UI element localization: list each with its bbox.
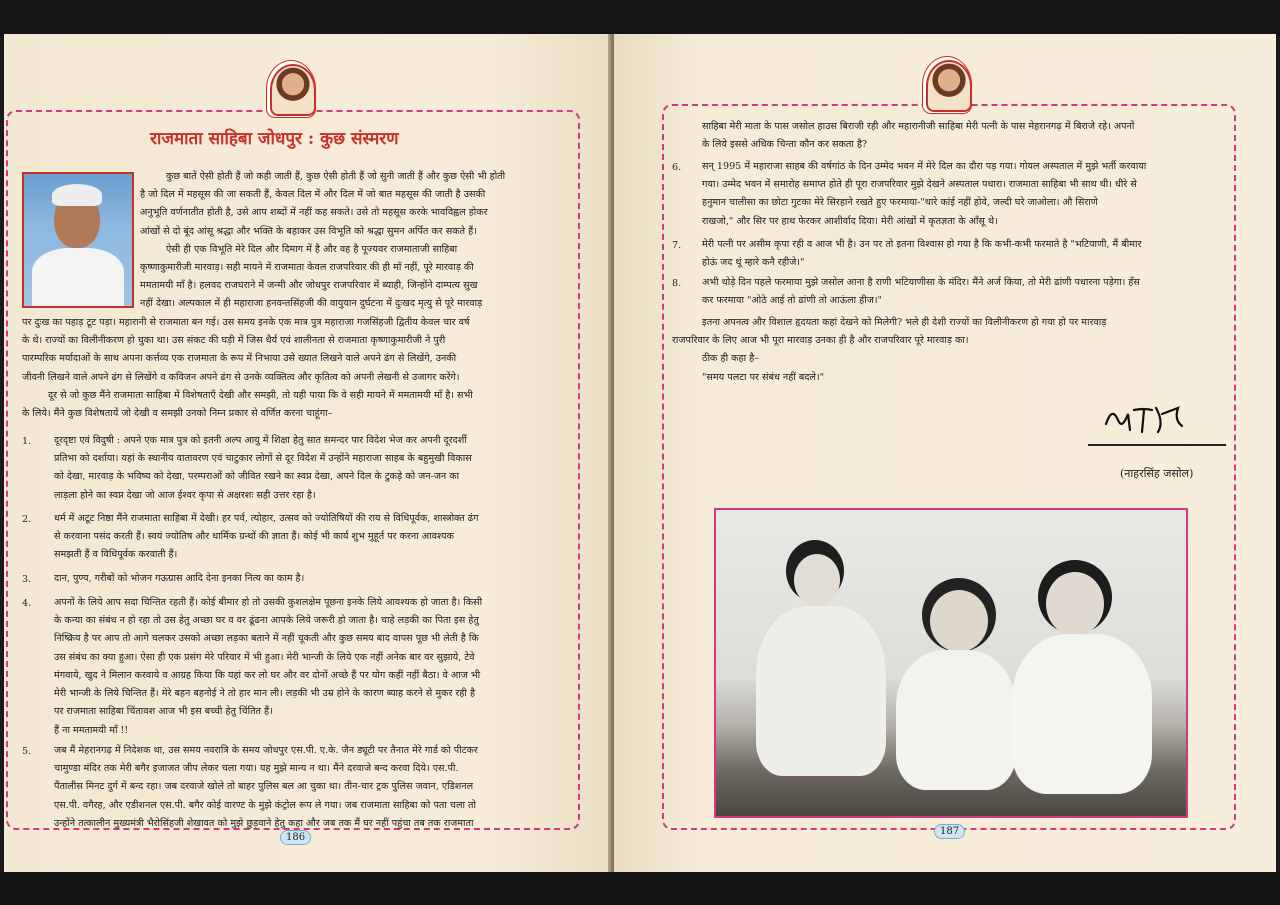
text-line: चामुण्डा मंदिर तक मेरी बगैर इजाजत जीप लेकर चला गया। यह मुझे मान्य न था। मैंने दरवाजे बन्द करवा दिये। एस.पी. (54, 763, 459, 775)
text-line: दूरदृष्टा एवं विदुषी : अपने एक मात्र पुत्र को इतनी अल्प आयु में शिक्षा हेतु सात समन्दर पार विदेश भेज कर अपनी दूरदर्शी (54, 435, 467, 446)
item-number: 5. (22, 746, 32, 757)
text-line: दान, पुण्य, गरीबों को भोजन गऊग्रास आदि देना इनका नित्य का काम है। (54, 573, 305, 584)
text-line: पर राजमाता साहिबा चिंतावश आज भी इस बच्ची हेतु चिंतित हैं। (54, 706, 273, 718)
text-line: प्रतिभा को दर्शाया। यहां के स्थानीय वातावरण एवं चाटुकार लोगों से दूर विदेश में उन्होंने महाराजा साहब के बहुमुखी विकास (54, 453, 472, 465)
closing-paragraph (672, 314, 1226, 387)
scan-bottom-border (0, 872, 1280, 905)
text-line: मेरी पत्नी पर असीम कृपा रही व आज भी है। उन पर तो इतना विश्वास हो गया है कि कभी-कभी फरमाते है "भटियाणी, मैं बीमार (702, 239, 1142, 250)
rajmata-portrait-badge (926, 60, 972, 112)
signature-line (1088, 444, 1226, 446)
text-line: इतना अपनत्व और विशाल हृदयता कहां देखने को मिलेगी? भले ही देशी राज्यों का विलीनीकरण हो गया हो पर मारवाड़ (702, 317, 1107, 328)
child-2-dress (896, 650, 1016, 790)
text-line: से करवाना पसंद करती हैं। स्वयं ज्योतिष और धार्मिक ग्रन्थों की ज्ञाता हैं। कोई भी कार्य शुभ मुहूर्त पर करना आवश्यक (54, 531, 454, 543)
text-line: जब मैं मेहरानगढ़ में निदेशक था, उस समय नवरात्रि के समय जोधपुर एस.पी. ए.के. जैन ड्यूटी पर तैनात मेरे गार्ड को पीटकर (54, 745, 478, 756)
text-line: को देखा, मारवाड़ के भविष्य को देखा, परम्पराओं को जीवित रखने का स्वप्न देखा, अपने दिल के टुकड़े को जन-जन का (54, 471, 460, 483)
list-item-4 (54, 594, 564, 721)
page-title: राजमाता साहिबा जोधपुर : कुछ संस्मरण (150, 129, 399, 149)
text-line: सन् 1995 में महाराजा साहब की वर्षगांठ के दिन उम्मेद भवन में मेरे दिल का दौरा पड़ गया। गोयल अस्पताल में मुझे भर्ती करवाया (702, 161, 1147, 172)
exclamation-line (54, 722, 564, 740)
text-line: कुछ बातें ऐसी होती हैं जो कही जाती हैं, कुछ ऐसी होती हैं जो सुनी जाती हैं और कुछ ऐसी भी होती (166, 171, 506, 182)
intro-paragraph-1 (140, 168, 564, 314)
text-line: है जो दिल में महसूस की जा सकती हैं, केवल दिल में और दिल में जो बात महसूस की जाती है उसकी (140, 189, 486, 201)
text-line: लाड़ला होने का स्वप्न देखा जो आज ईश्वर कृपा से अक्षरशः सही उत्तर रहा है। (54, 489, 316, 501)
text-line: ठीक ही कहा है– (702, 353, 759, 365)
text-line: के थे। राज्यों का विलीनीकरण हो चुका था। उस संकट की घड़ी में जिस धैर्य एवं शालीनता से राजमाता कृष्णाकुमारीजी ने पुरी (22, 335, 446, 347)
text-line: जीवनी लिखने वाले अपने ढंग से लिखेंगे व कविजन अपने ढंग से उनके व्यक्तित्व और कृतित्व को अपनी लेखनी से उजागर करेंगे। (22, 371, 460, 383)
text-line: मंगवाये, खुद ने मिलान करवाये व आग्रह किया कि यहां कर लो घर और वर दोनों अच्छे हैं पर योग कहीं नहीं बैठा। वे आज भी (54, 669, 481, 681)
text-line: धर्म में अटूट निष्ठा मैंने राजमाता साहिबा में देखी। हर पर्व, त्योहार, उत्सव को ज्योतिषियों की राय से विधिपूर्वक, शास्त्रोक्त ढंग (54, 513, 479, 524)
text-line: साहिबा मेरी माता के पास जसोल हाउस बिराजी रही और महारानीजी साहिबा मेरी पत्नी के पास मेहरानगढ़ में बिराजे रहे। अपनों (702, 121, 1135, 132)
rajmata-portrait-badge (270, 64, 316, 116)
list-item-6 (702, 158, 1226, 231)
author-name: (नाहरसिंह जसोल) (1120, 467, 1194, 480)
author-photo (22, 172, 134, 308)
text-line: के लिये। मैंने कुछ विशेषतायें जो देखी व समझी उनको निम्न प्रकार से वर्णित करना चाहूंगा– (22, 408, 333, 420)
page-number-left: 186 (280, 830, 311, 845)
children-photograph (714, 508, 1188, 818)
text-line: होऊं जद थूं म्हारे कनै रहीजे।" (702, 257, 805, 269)
child-2-face (930, 590, 988, 652)
text-line: राजपरिवार के लिए आज भी पूरा मारवाड़ उनका ही है और राजपरिवार पूरे मारवाड़ का। (672, 335, 969, 347)
continuation-paragraph (702, 118, 1226, 154)
text-line: दूर से जो कुछ मैंने राजमाता साहिबा में विशेषताएँ देखी और समझी, तो यही पाया कि वे सही मायने में ममतामयी माँ है। सभी (48, 389, 473, 401)
author-photo-shirt (32, 248, 124, 308)
text-line: निष्क्रिय है पर आप तो आगे चलकर उसको अच्छा लड़का बताने में नहीं चूकती और कुछ समय बाद वापस पूछ भी लेती है कि (54, 633, 479, 645)
text-line: ममतामयी माँ है। हलवद राजघराने में जन्मी और जोधपुर राजपरिवार में ब्याही, जिन्होंने दाम्पत्य सुख (140, 280, 478, 292)
text-line: आंखों से दो बूंद आंसू श्रद्धा और भक्ति के बहाकर उस विभूति को श्रद्धा सुमन अर्पित कर सकते हैं। (140, 225, 477, 237)
item-number: 2. (22, 514, 32, 525)
list-item-2 (54, 510, 564, 565)
list-item-1 (54, 432, 564, 505)
text-line: समझती हैं व विधिपूर्वक करवाती हैं। (54, 549, 178, 561)
text-line: ऐसी ही एक विभूति मेरे दिल और दिमाग में है और वह है पूज्यवर राजमाताजी साहिबा (166, 243, 458, 255)
text-line: हनुमान चालीसा का छोटा गुटका मेरे सिरहाने रखते हुए फरमाया-"थारे कांई नहीं होवे, जल्दी घरे जाओला। औ सिराणे (702, 197, 1098, 209)
intro-paragraph-2 (22, 314, 564, 423)
child-1-dress (756, 606, 886, 776)
item-number: 6. (672, 162, 682, 173)
text-line: उस संबंध का क्या हुआ। ऐसा ही एक प्रसंग मेरे परिवार में भी हुआ। मेरी भान्जी के लिये एक नहीं अनेक बार वर सुझाये, टेवे (54, 651, 475, 663)
text-line: राखजो," और सिर पर हाथ फेरकर आशीर्वाद दिया। मेरी आंखों में कृतज्ञता के आँसू थे। (702, 215, 998, 227)
text-line: कृष्णाकुमारीजी मारवाड़। सही मायने में राजमाता केवल राजपरिवार की ही माँ नहीं, पूरे मारवाड़ की (140, 262, 474, 274)
item-number: 7. (672, 240, 682, 251)
text-line: के लिये इससे अधिक चिन्ता कौन कर सकता है? (702, 139, 868, 151)
text-line: गया। उम्मेद भवन में समारोह समाप्त होते ही पूरा राजपरिवार मुझे देखने अस्पताल पधारा। राजमाता साहिबा भी साथ थी। धीरे से (702, 179, 1137, 191)
text-line: पर दुःख का पहाड़ टूट पड़ा। महारानी से राजमाता बन गई। उस समय इनके एक मात्र पुत्र महाराजा गजसिंहजी द्वितीय केवल चार वर्ष (22, 317, 470, 328)
page-number-right: 187 (934, 824, 965, 839)
text-line: मेरी भान्जी के लिये चिन्तित हैं। मेरे बहन बहनोई ने तो हार मान ली। लड़की भी उम्र होने के कारण ब्याह करने से मुकर रही है (54, 688, 476, 700)
text-line: हैं ना ममतामयी माँ !! (54, 725, 129, 736)
text-line: पारम्परिक मर्यादाओं के साथ अपना कर्त्तव्य एक राजमाता के रूप में निभाया उसे ख्यात लिखने वाले अपने ढंग से लिखेंगे, उनकी (22, 353, 457, 365)
item-number: 4. (22, 598, 32, 609)
quote-line: "समय पलटा पर संबंध नहीं बदले।" (702, 371, 824, 383)
text-line: कर फरमाया "ओठे आई तो ढांणी तो आऊंला हीज।" (702, 295, 882, 307)
author-photo-hair (52, 184, 102, 206)
handwritten-signature (1100, 398, 1190, 438)
item-number: 8. (672, 278, 682, 289)
text-line: पैंतालीस मिनट दुर्ग में बन्द रहा। जब दरवाजे खोले तो बाहर पुलिस बल आ चुका था। तीन-चार ट्रक पुलिस जवान, एडिशनल (54, 781, 474, 793)
text-line: नहीं देखा। अल्पकाल में ही महाराजा हनवन्तसिंहजी की वायुयान दुर्घटना में दुःखद मृत्यु से पूरे मारवाड़ (140, 298, 483, 310)
text-line: अपनों के लिये आप सदा चिन्तित रहती हैं। कोई बीमार हो तो उसकी कुशलक्षेम पूछना इनके लिये आवश्यक हो जाता है। किसी (54, 597, 483, 608)
list-item-8 (702, 274, 1226, 310)
child-3-face (1046, 572, 1104, 636)
text-line: अनुभूति वर्णनातीत होती है, उसे आप शब्दों में नहीं कह सकते। उसे तो महसूस करके भावविह्वल होकर (140, 207, 488, 219)
scan-top-border (0, 0, 1280, 36)
item-number: 1. (22, 436, 32, 447)
text-line: एस.पी. वगैरह, और एडीशनल एस.पी. बगैर कोई वारण्ट के मुझे कंट्रोल रूप ले गया। जब राजमाता साहिबा को पता चला तो (54, 799, 476, 811)
list-item-7 (702, 236, 1226, 272)
list-item-3 (54, 570, 564, 588)
item-number: 3. (22, 574, 32, 585)
child-1-face (794, 554, 840, 606)
child-3-dress (1012, 634, 1152, 794)
text-line: के कन्या का संबंध न हो रहा तो उस हेतु अच्छा घर व वर ढूंढना आपके लिये जरूरी हो जाता है। चाहे लड़की का पिता इस हेतु (54, 615, 479, 627)
text-line: अभी थोड़े दिन पहले फरमाया मुझे जसोल आना है राणी भटियाणीसा के मंदिर। मैंने अर्ज किया, तो मेरी ढांणी पधारना पड़ेगा। हँस (702, 277, 1140, 288)
text-line: उन्होंने तत्कालीन मुख्यमंत्री भैरोसिंहजी शेखावत को मुझे छुड़वाने हेतु कहा और जब तक मैं घर नहीं पहुंचा तब तक राजमाता (54, 817, 474, 829)
list-item-5 (54, 742, 564, 833)
